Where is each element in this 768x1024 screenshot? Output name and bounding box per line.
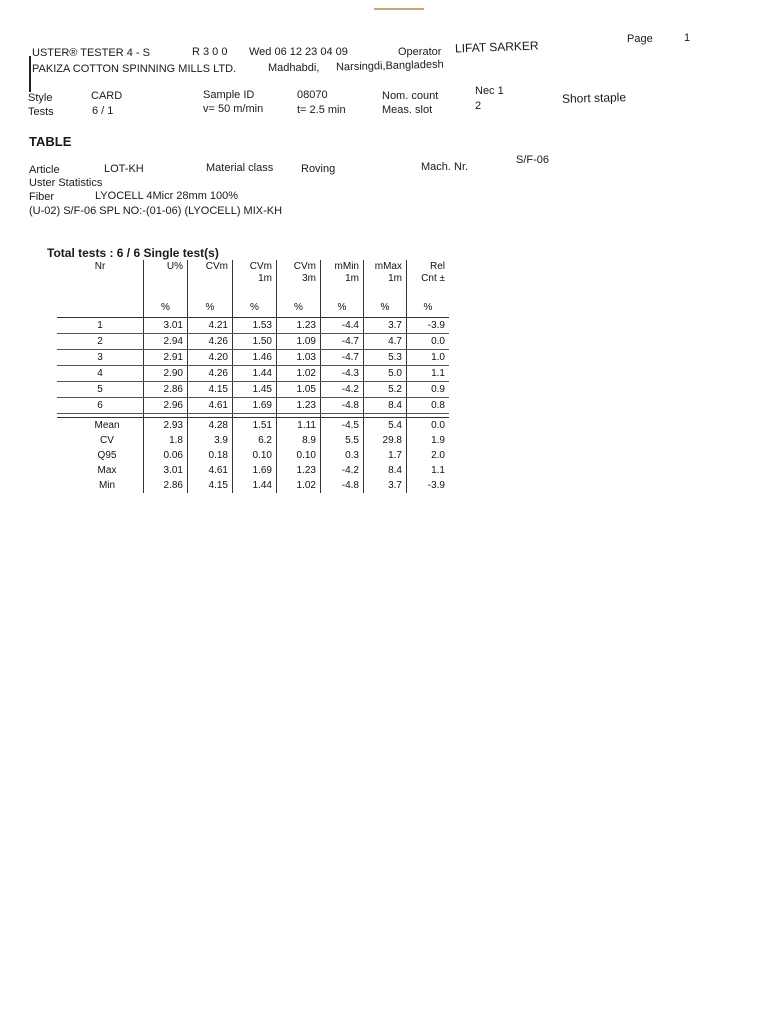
row-label-cell: Q95 — [97, 450, 117, 461]
stats-row — [57, 478, 449, 493]
value-cell: 1.9 — [407, 433, 450, 448]
value-cell: -4.2 — [321, 382, 364, 398]
value-cell: 1.03 — [277, 350, 321, 366]
row-label-cell: 2 — [57, 334, 144, 350]
remark: (U-02) S/F-06 SPL NO:-(01-06) (LYOCELL) MIX-KH — [29, 205, 283, 217]
page-label: Page — [627, 33, 653, 45]
value-cell: 0.10 — [277, 448, 321, 463]
value-cell: 4.61 — [188, 463, 233, 478]
uster-statistics: Uster Statistics — [29, 177, 103, 189]
header-top: CVm — [205, 261, 228, 272]
row-label-cell: Min — [98, 480, 116, 491]
column-header — [233, 260, 277, 297]
value-cell: 0.3 — [321, 448, 364, 463]
stats-row — [57, 448, 449, 463]
value-cell: 29.8 — [364, 433, 407, 448]
value-cell: 0.0 — [407, 418, 450, 434]
header-top: CVm — [293, 261, 316, 272]
tests-value: 6 / 1 — [92, 105, 114, 117]
header-top: Rel — [429, 261, 445, 272]
header-top: mMin — [334, 261, 359, 272]
style-value: CARD — [91, 90, 123, 102]
header-bottom: 3m — [302, 273, 316, 284]
meas-slot-value: 2 — [475, 100, 482, 112]
row-label-cell: CV — [100, 435, 114, 446]
tests-label: Tests — [28, 106, 54, 118]
header-bottom: 1m — [388, 273, 402, 284]
value-cell: 5.0 — [364, 366, 407, 382]
value-cell: 8.4 — [364, 463, 407, 478]
value-cell: 1.46 — [233, 350, 277, 366]
unit-cell: % — [407, 297, 450, 318]
value-cell: 5.3 — [364, 350, 407, 366]
value-cell: 1.44 — [233, 478, 277, 493]
value-cell: 3.7 — [364, 318, 407, 334]
value-cell: 4.21 — [188, 318, 233, 334]
value-cell: 1.11 — [277, 418, 321, 434]
sample-id-label: Sample ID — [203, 89, 255, 101]
value-cell: 0.10 — [233, 448, 277, 463]
header-bottom: 1m — [345, 273, 359, 284]
table-row — [57, 334, 449, 350]
stats-row — [57, 433, 449, 448]
report-datetime: Wed 06 12 23 04 09 — [249, 46, 348, 58]
mach-nr-value: S/F-06 — [516, 154, 550, 166]
header-bottom: 1m — [258, 273, 272, 284]
value-cell: 1.8 — [144, 433, 188, 448]
value-cell: 1.1 — [407, 366, 450, 382]
row-label-cell: 5 — [57, 382, 144, 398]
value-cell: 1.02 — [277, 478, 321, 493]
value-cell: 8.4 — [364, 398, 407, 414]
value-cell: -4.3 — [321, 366, 364, 382]
value-cell: 5.4 — [364, 418, 407, 434]
operator-label: Operator — [398, 46, 442, 58]
row-label-cell: 3 — [57, 350, 144, 366]
value-cell: -4.7 — [321, 334, 364, 350]
value-cell: 4.26 — [188, 334, 233, 350]
value-cell: 1.0 — [407, 350, 450, 366]
value-cell: 1.05 — [277, 382, 321, 398]
value-cell: 1.23 — [277, 318, 321, 334]
section-title: TABLE — [29, 134, 72, 149]
value-cell: 4.61 — [188, 398, 233, 414]
unit-cell: % — [233, 297, 277, 318]
value-cell: 1.69 — [233, 463, 277, 478]
row-label-cell: Max — [97, 465, 117, 476]
unit-cell — [57, 297, 144, 318]
table-row — [57, 350, 449, 366]
unit-cell: % — [321, 297, 364, 318]
header-top: Nr — [94, 261, 106, 272]
header-bottom: Cnt ± — [421, 273, 445, 284]
value-cell: 3.9 — [188, 433, 233, 448]
material-class-value: Roving — [301, 163, 336, 175]
value-cell: 1.69 — [233, 398, 277, 414]
material-class-label: Material class — [206, 162, 274, 174]
page-number: 1 — [684, 32, 691, 44]
unit-cell: % — [188, 297, 233, 318]
top-edge-mark — [374, 8, 424, 10]
mach-nr-label: Mach. Nr. — [421, 161, 469, 173]
column-header — [57, 260, 144, 297]
column-header — [407, 260, 450, 297]
stats-row — [57, 418, 449, 434]
article-value: LOT-KH — [104, 163, 144, 175]
row-label-cell: 6 — [57, 398, 144, 414]
value-cell: 1.7 — [364, 448, 407, 463]
value-cell: 2.90 — [144, 366, 188, 382]
value-cell: -3.9 — [407, 318, 450, 334]
value-cell: -4.4 — [321, 318, 364, 334]
value-cell: 3.7 — [364, 478, 407, 493]
value-cell: 6.2 — [233, 433, 277, 448]
left-margin-mark — [29, 56, 31, 92]
value-cell: 1.45 — [233, 382, 277, 398]
value-cell: 4.15 — [188, 382, 233, 398]
value-cell: 1.02 — [277, 366, 321, 382]
value-cell: 1.50 — [233, 334, 277, 350]
column-header — [188, 260, 233, 297]
value-cell: 3.01 — [144, 318, 188, 334]
value-cell: 2.93 — [144, 418, 188, 434]
column-header — [144, 260, 188, 297]
stats-row — [57, 463, 449, 478]
value-cell: 4.28 — [188, 418, 233, 434]
release-number: R 3 0 0 — [192, 46, 228, 58]
value-cell: 4.15 — [188, 478, 233, 493]
location-town: Madhabdi, — [268, 62, 320, 74]
value-cell: -4.8 — [321, 398, 364, 414]
statistics-rows — [57, 418, 449, 494]
value-cell: -3.9 — [407, 478, 450, 493]
column-header — [321, 260, 364, 297]
value-cell: 2.86 — [144, 478, 188, 493]
sample-id-value: 08070 — [297, 89, 328, 101]
staple-type: Short staple — [561, 90, 627, 106]
fiber-label: Fiber — [29, 191, 55, 203]
table-header-row — [57, 260, 449, 297]
row-label-cell: 1 — [57, 318, 144, 334]
test-rows — [57, 318, 449, 414]
header-top: U% — [166, 261, 183, 272]
header-top: CVm — [249, 261, 272, 272]
value-cell: 8.9 — [277, 433, 321, 448]
operator-name: LIFAT SARKER — [454, 38, 539, 56]
location-region: Narsingdi,Bangladesh — [335, 58, 444, 74]
value-cell: 4.7 — [364, 334, 407, 350]
value-cell: 1.44 — [233, 366, 277, 382]
value-cell: 2.0 — [407, 448, 450, 463]
column-header — [364, 260, 407, 297]
value-cell: -4.8 — [321, 478, 364, 493]
value-cell: 5.5 — [321, 433, 364, 448]
fiber-value: LYOCELL 4Micr 28mm 100% — [95, 190, 239, 202]
value-cell: 2.91 — [144, 350, 188, 366]
unit-cell: % — [277, 297, 321, 318]
test-speed: v= 50 m/min — [203, 103, 264, 115]
table-units-row — [57, 297, 449, 318]
table-row — [57, 366, 449, 382]
meas-slot-label: Meas. slot — [382, 104, 433, 116]
value-cell: 1.1 — [407, 463, 450, 478]
value-cell: 4.26 — [188, 366, 233, 382]
value-cell: 1.51 — [233, 418, 277, 434]
value-cell: 1.09 — [277, 334, 321, 350]
value-cell: 0.0 — [407, 334, 450, 350]
value-cell: -4.5 — [321, 418, 364, 434]
company-name: PAKIZA COTTON SPINNING MILLS LTD. — [32, 63, 237, 75]
table-row — [57, 318, 449, 334]
column-header — [277, 260, 321, 297]
value-cell: -4.2 — [321, 463, 364, 478]
instrument-name: USTER® TESTER 4 - S — [32, 47, 150, 59]
table-row — [57, 398, 449, 414]
value-cell: 0.8 — [407, 398, 450, 414]
results-table — [57, 260, 449, 493]
value-cell: -4.7 — [321, 350, 364, 366]
value-cell: 2.86 — [144, 382, 188, 398]
nom-count-value: Nec 1 — [475, 85, 504, 97]
value-cell: 1.53 — [233, 318, 277, 334]
value-cell: 0.9 — [407, 382, 450, 398]
article-label: Article — [29, 164, 60, 176]
value-cell: 1.23 — [277, 463, 321, 478]
value-cell: 2.96 — [144, 398, 188, 414]
value-cell: 3.01 — [144, 463, 188, 478]
value-cell: 0.18 — [188, 448, 233, 463]
nom-count-label: Nom. count — [382, 90, 439, 102]
unit-cell: % — [364, 297, 407, 318]
test-time: t= 2.5 min — [297, 104, 346, 116]
header-top: mMax — [374, 261, 402, 272]
table-title: Total tests : 6 / 6 Single test(s) — [47, 246, 219, 260]
value-cell: 1.23 — [277, 398, 321, 414]
unit-cell: % — [144, 297, 188, 318]
value-cell: 2.94 — [144, 334, 188, 350]
value-cell: 0.06 — [144, 448, 188, 463]
value-cell: 4.20 — [188, 350, 233, 366]
table-row — [57, 382, 449, 398]
row-label-cell: 4 — [57, 366, 144, 382]
style-label: Style — [28, 92, 53, 104]
value-cell: 5.2 — [364, 382, 407, 398]
row-label-cell: Mean — [94, 420, 120, 431]
